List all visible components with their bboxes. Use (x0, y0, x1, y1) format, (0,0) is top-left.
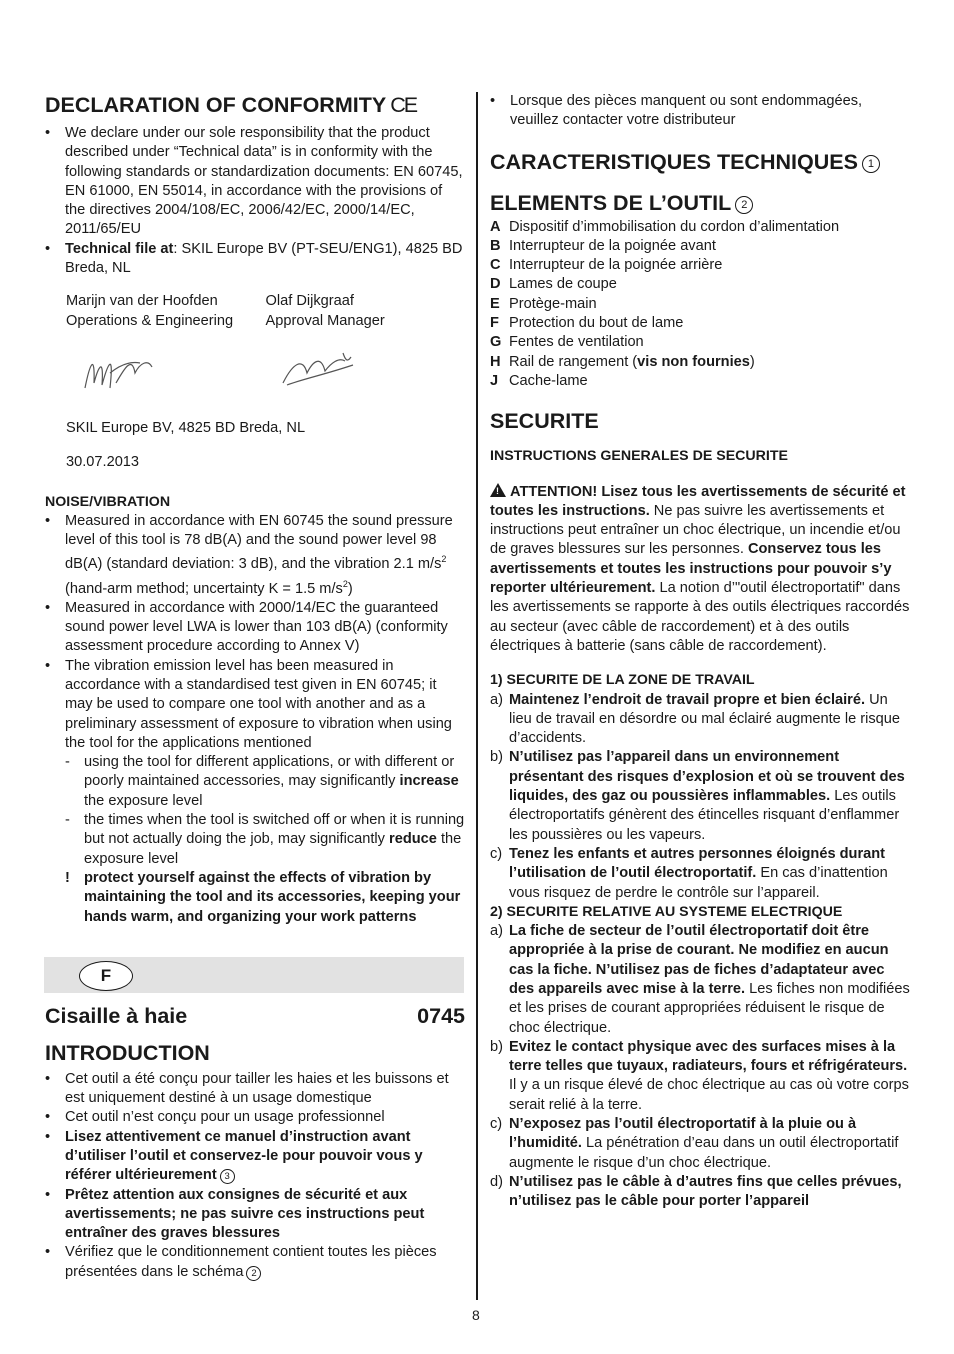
list-item: • Vérifiez que le conditionnement contient toutes les pièces présentées dans le schéma 2 (45, 1243, 465, 1282)
list-item: F Protection du bout de lame (490, 315, 684, 332)
warning-triangle-icon (490, 483, 506, 497)
list-item: G Fentes de ventilation (490, 334, 644, 351)
signatory-name: Olaf Dijkgraaf (265, 293, 354, 310)
product-name: Cisaille à haie (45, 1003, 188, 1028)
securite-title: SECURITE (490, 409, 599, 434)
introduction-title: INTRODUCTION (45, 1040, 210, 1065)
electrical-heading: 2) SECURITE RELATIVE AU SYSTEME ELECTRIQUE (490, 903, 843, 920)
signatures (80, 343, 465, 413)
list-item: d) N’utilisez pas le câble à d’autres fins que celles prévues, n’utilisez pas le câble pour porter l’appareil (490, 1173, 902, 1210)
page-number: 8 (472, 1307, 480, 1323)
declaration-date: 30.07.2013 (66, 454, 140, 471)
declaration-list (45, 124, 465, 278)
figure-ref-badge: 1 (862, 155, 880, 173)
noise-heading: NOISE/VIBRATION (45, 493, 171, 510)
list-item: A Dispositif d’immobilisation du cordon d’alimentation (490, 218, 840, 235)
list-item: • Measured in accordance with EN 60745 the sound pressure level of this tool is 78 dB(A) and the sound power level 98 dB(A) (standard deviation: 3 dB), and the vibration 2.1 $m/s^2$ (hand-arm method; uncertainty K = 1.5 $m/s^2$) (45, 512, 465, 599)
signatory-role: Operations & Engineering (66, 312, 234, 329)
left-column (45, 92, 465, 1282)
figure-ref-badge: 3 (220, 1169, 235, 1184)
column-divider (476, 92, 478, 1300)
list-item: H Rail de rangement (vis non fournies) (490, 353, 755, 370)
company-address: SKIL Europe BV, 4825 BD Breda, NL (66, 419, 306, 436)
list-item: B Interrupteur de la poignée avant (490, 237, 716, 254)
list-item: • Lorsque des pièces manquent ou sont endommagées, veuillez contacter votre distributeur (490, 92, 912, 131)
parts-list (490, 218, 912, 392)
list-item: • Prêtez attention aux consignes de sécurité et aux avertissements; ne pas suivre ces instructions peut entraîner des graves blessures (45, 1186, 465, 1244)
tech-data-title: CARACTERISTIQUES TECHNIQUES 1 (490, 149, 912, 175)
declaration-title: DECLARATION OF CONFORMITY CE (45, 93, 417, 117)
list-item: E Protège-main (490, 295, 597, 312)
list-item: • Cet outil a été conçu pour tailler les haies et les buissons et est uniquement destiné à un usage domestique (45, 1070, 465, 1109)
list-item: J Cache-lame (490, 372, 588, 389)
introduction-list (45, 1070, 465, 1282)
noise-sublist (45, 753, 465, 869)
general-warning: !ATTENTION! Lisez tous les avertissements de sécurité et toutes les instructions. Ne pas suivre les avertissements et instructions peut entraîner un choc électrique, un incendie et/ou de graves blessures sur les personnes. Conservez tous les avertissements et toutes les instructions pour pouvoir s’y reporter ultérieurement. La notion d’"outil électroportatif" dans les avertissements se rapporte à des outils électriques raccordés au secteur (avec câble de raccordement) et à des outils électriques à batterie (sans câble de raccordement). (490, 483, 912, 657)
right-column (490, 92, 912, 1212)
list-item: • We declare under our sole responsibility that the product described under “Technical data” is in conformity with the following standards or standardization documents: EN 60745, EN 61000, EN 55014, in accordance with the provisions of the directives 2004/108/EC, 2006/42/EC, 2000/14/EC, 2011/65/EU (45, 124, 465, 240)
introduction-list-cont (490, 92, 912, 131)
list-item: • The vibration emission level has been measured in accordance with a standardised test given in EN 60745; it may be used to compare one tool with another and as a preliminary assessment of exposure to vibration when using the tool for the applications mentioned (45, 657, 465, 753)
signatory-name: Marijn van der Hoofden (66, 293, 218, 310)
product-line (45, 1003, 465, 1029)
list-item: b) N’utilisez pas l’appareil dans un environnement présentant des risques d’explosion et où se trouvent des liquides, des gaz ou poussières inflammables. Les outils électroportatifs génèrent des étincelles risquant d’enflammer les poussières ou les vapeurs. (490, 749, 905, 843)
list-item: - using the tool for different applications, or with different or poorly maintained accessories, may significantly increase the exposure level (65, 753, 465, 811)
list-item: a) Maintenez l’endroit de travail propre et bien éclairé. Un lieu de travail en désordre ou mal éclairé augmente le risque d’accidents. (490, 691, 901, 747)
list-item: C Interrupteur de la poignée arrière (490, 257, 723, 274)
electrical-list (490, 922, 912, 1211)
list-item: - the times when the tool is switched off or when it is running but not actually doing the job, may significantly reduce the exposure level (65, 811, 465, 869)
list-item: • Measured in accordance with 2000/14/EC the guaranteed sound power level LWA is lower than 103 dB(A) (conformity assessment procedure according to Annex V) (45, 599, 465, 657)
signatory-role: Approval Manager (265, 312, 385, 329)
figure-ref-badge: 2 (246, 1266, 261, 1281)
ce-mark-icon: CE (390, 93, 417, 117)
product-number: 0745 (417, 1003, 465, 1028)
general-safety-heading: INSTRUCTIONS GENERALES DE SECURITE (490, 448, 788, 465)
vibration-warning: ! protect yourself against the effects of vibration by maintaining the tool and its accessories, keeping your hands warm, and organizing your work patterns (65, 869, 461, 925)
language-bar (44, 957, 464, 993)
noise-list (45, 512, 465, 753)
list-item: • Technical file at: SKIL Europe BV (PT-SEU/ENG1), 4825 BD Breda, NL (45, 240, 465, 279)
elements-title: ELEMENTS DE L’OUTIL 2 (490, 190, 912, 216)
list-item: a) La fiche de secteur de l’outil électroportatif doit être appropriée à la prise de courant. Ne modifiez en aucun cas la fiche. N’utilisez pas de fiches d’adaptateur avec des appareils avec mise à la terre. Les fiches non modifiées et les prises de courant appropriées réduisent le risque de choc électrique. (490, 923, 910, 1036)
signature-2-icon (273, 343, 466, 413)
language-badge: F (79, 961, 133, 991)
work-area-list (490, 691, 912, 903)
list-item: b) Evitez le contact physique avec des surfaces mises à la terre telles que tuyaux, radiateurs, fours et réfrigérateurs. Il y a un risque élevé de choc électrique au cas où votre corps serait relié à la terre. (490, 1038, 909, 1113)
signatories (66, 292, 465, 331)
work-area-heading: 1) SECURITE DE LA ZONE DE TRAVAIL (490, 672, 755, 689)
list-item: c) N’exposez pas l’outil électroportatif à la pluie ou à l’humidité. La pénétration d’eau dans un outil électroportatif augmente le risque d’un choc électrique. (490, 1116, 899, 1171)
figure-ref-badge: 2 (735, 196, 753, 214)
list-item: • Lisez attentivement ce manuel d’instruction avant d’utiliser l’outil et conservez-le pour pouvoir vous y référer ultérieurement 3 (45, 1128, 465, 1186)
signature-1-icon (80, 343, 273, 413)
list-item: D Lames de coupe (490, 276, 617, 293)
list-item: • Cet outil n’est conçu pour un usage professionnel (45, 1108, 465, 1127)
list-item: c) Tenez les enfants et autres personnes éloignés durant l’utilisation de l’outil électroportatif. En cas d’inattention vous risquez de perdre le contrôle sur l’appareil. (490, 845, 888, 901)
